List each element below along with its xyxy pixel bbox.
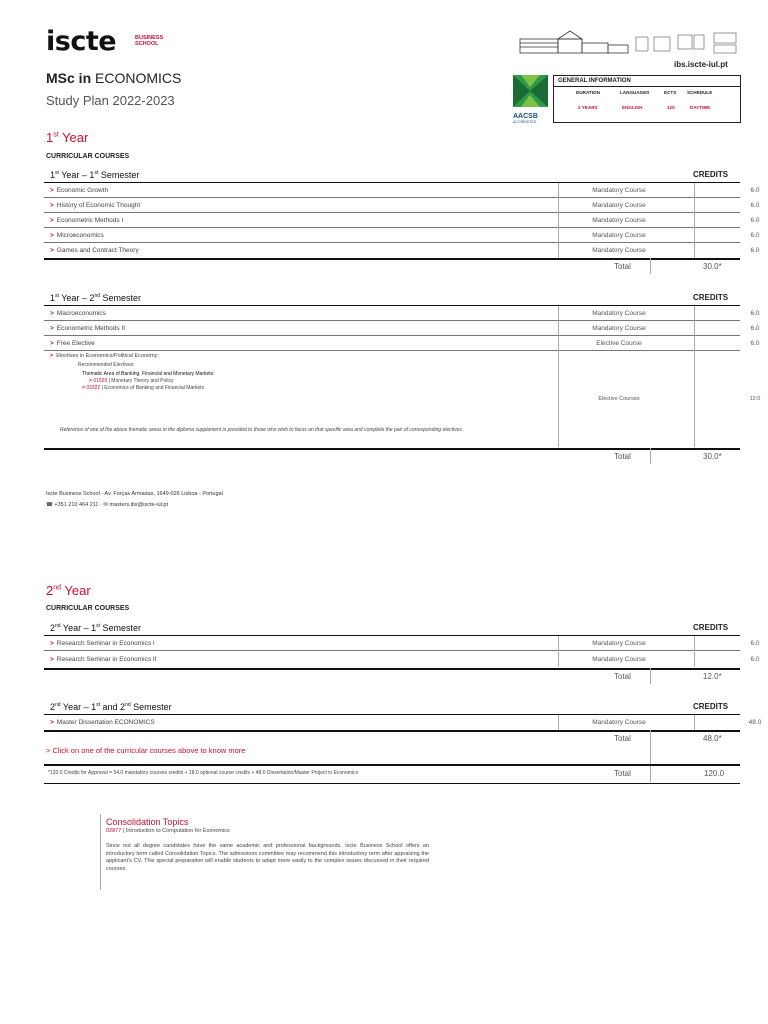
logo-sub-line1: BUSINESS bbox=[135, 35, 164, 41]
y2s2-sup-a: nd bbox=[55, 702, 61, 708]
y1s1-sup-a: st bbox=[55, 170, 59, 176]
y2s1-total-value: 12.0* bbox=[703, 672, 722, 681]
course-name bbox=[50, 325, 125, 332]
elective-block bbox=[44, 351, 761, 447]
course-name bbox=[50, 247, 139, 254]
course-credits: 6.0 bbox=[750, 217, 760, 224]
course-type: Mandatory Course bbox=[592, 232, 646, 239]
aacsb-logo bbox=[513, 75, 548, 124]
course-label: Econometric Methods II bbox=[56, 325, 126, 332]
course-code: 01929 bbox=[93, 378, 108, 384]
gi-value-ects: 120 bbox=[667, 105, 675, 110]
chevron-right-icon: > bbox=[50, 232, 54, 239]
iscte-logo: iscte bbox=[46, 26, 117, 57]
elective-title[interactable] bbox=[50, 353, 159, 359]
col-divider bbox=[650, 448, 651, 464]
course-type: Mandatory Course bbox=[592, 187, 646, 194]
y2s2-sup-b: st bbox=[96, 702, 101, 708]
course-row[interactable] bbox=[44, 243, 760, 258]
year1-label: Year bbox=[62, 130, 89, 145]
y2s1-bottom-rule bbox=[44, 668, 740, 670]
col-divider bbox=[650, 730, 651, 764]
col-divider bbox=[650, 668, 651, 684]
y1s1-credits-header: CREDITS bbox=[693, 170, 729, 179]
consolidation-title: Consolidation Topics bbox=[106, 817, 189, 827]
gi-header-schedule: SCHEDULE bbox=[687, 90, 713, 95]
y1s1-title bbox=[50, 170, 139, 180]
col-divider bbox=[650, 258, 651, 274]
website-link[interactable]: ibs.iscte-iul.pt bbox=[674, 60, 728, 69]
elective-course-name: Monetary Theory and Policy bbox=[111, 378, 174, 384]
chevron-right-icon: > bbox=[50, 187, 54, 194]
elective-course[interactable]: > 03322 | Economics of Banking and Financial Markets bbox=[82, 385, 205, 391]
col-divider bbox=[558, 306, 559, 321]
col-divider bbox=[694, 351, 695, 447]
col-divider bbox=[558, 183, 559, 198]
chevron-right-icon: > bbox=[89, 378, 92, 384]
accreditation-logos bbox=[518, 29, 740, 57]
year2-title bbox=[46, 583, 91, 598]
y2s1-c: Semester bbox=[100, 623, 142, 633]
course-row[interactable] bbox=[44, 636, 760, 651]
program-name: ECONOMICS bbox=[95, 70, 182, 86]
col-divider bbox=[558, 213, 559, 228]
course-name bbox=[50, 310, 106, 317]
y1s2-total-label: Total bbox=[614, 452, 631, 461]
col-divider bbox=[694, 336, 695, 351]
course-credits: 6.0 bbox=[750, 340, 760, 347]
course-name bbox=[50, 656, 157, 663]
col-divider bbox=[558, 336, 559, 351]
y2s2-title bbox=[50, 702, 172, 712]
course-credits: 6.0 bbox=[750, 202, 760, 209]
chevron-right-icon: > bbox=[50, 656, 54, 663]
logo-subtitle bbox=[135, 35, 163, 47]
gi-header-duration: DURATION bbox=[576, 90, 600, 95]
y2s2-d: Semester bbox=[130, 702, 172, 712]
course-label: Master Dissertation ECONOMICS bbox=[56, 719, 155, 726]
aacsb-accredited: ACCREDITED bbox=[513, 120, 537, 124]
course-type: Mandatory Course bbox=[592, 310, 646, 317]
col-divider bbox=[694, 306, 695, 321]
grand-total-label: Total bbox=[614, 769, 631, 778]
footer-contact: ☎ +351 210 464 211 · ✉ masters.ibs@iscte-iul.pt bbox=[46, 502, 168, 508]
chevron-right-icon: > bbox=[50, 310, 54, 317]
click-hint-link[interactable]: > Click on one of the curricular courses above to know more bbox=[46, 746, 246, 755]
course-label: Microeconomics bbox=[56, 232, 104, 239]
course-type: Mandatory Course bbox=[592, 656, 646, 663]
gi-value-duration: 2 YEARS bbox=[578, 105, 598, 110]
elective-note: Reference of one of the above thematic areas in the diploma supplement is provided to those who wish to focus on that specific area and complete the pair of corresponding electives. bbox=[60, 427, 464, 433]
y1s1-total-label: Total bbox=[614, 262, 631, 271]
elective-credits: 12.0 bbox=[749, 396, 761, 402]
col-divider bbox=[694, 321, 695, 336]
y1s1-b: Year – 1 bbox=[58, 170, 95, 180]
chevron-right-icon: > bbox=[50, 640, 54, 647]
chevron-right-icon: > bbox=[50, 719, 54, 726]
col-divider bbox=[558, 243, 559, 258]
col-divider bbox=[694, 228, 695, 243]
email-icon: ✉ bbox=[103, 502, 108, 508]
y2s2-bottom-rule bbox=[44, 730, 740, 732]
course-type: Mandatory Course bbox=[592, 247, 646, 254]
consolidation-text: Since not all degree candidates have the same academic and professional backgrounds, Iscte Business School offers an introductory term called Consolidation Topics. The admissions committee may recommend this introductory term after appraising the applicant's CV. This special preparation will enable students to adapt more easily to the complex issues discussed in their required courses. bbox=[106, 843, 429, 872]
course-name bbox=[50, 340, 95, 347]
elective-name: Electives in Economics/Political Economy: bbox=[56, 353, 159, 359]
elective-course[interactable]: > 01929 | Monetary Theory and Policy bbox=[89, 378, 174, 384]
course-name bbox=[50, 217, 123, 224]
study-plan-title: Study Plan 2022-2023 bbox=[46, 93, 175, 108]
course-code: 03322 bbox=[86, 385, 101, 391]
course-row[interactable] bbox=[44, 183, 760, 198]
col-divider bbox=[694, 636, 695, 651]
y2s2-total-label: Total bbox=[614, 734, 631, 743]
col-divider bbox=[558, 652, 559, 667]
y1s1-sup-b: st bbox=[94, 170, 99, 176]
course-credits: 6.0 bbox=[750, 247, 760, 254]
course-label: Economic Growth bbox=[56, 187, 109, 194]
course-row[interactable] bbox=[44, 213, 760, 228]
course-credits: 6.0 bbox=[750, 310, 760, 317]
chevron-right-icon: > bbox=[50, 340, 54, 347]
y1s2-bottom-rule bbox=[44, 448, 740, 450]
course-type: Mandatory Course bbox=[592, 217, 646, 224]
footer-phone[interactable]: +351 210 464 211 bbox=[54, 502, 99, 508]
y2s2-a: 2 bbox=[50, 702, 56, 712]
col-divider bbox=[650, 766, 651, 782]
course-row[interactable] bbox=[44, 198, 760, 213]
course-label: History of Economic Thought bbox=[56, 202, 141, 209]
col-divider bbox=[558, 198, 559, 213]
course-type: Mandatory Course bbox=[592, 719, 646, 726]
aacsb-text: AACSB bbox=[513, 113, 538, 120]
ranking-badges-icon bbox=[636, 33, 736, 53]
col-divider bbox=[558, 715, 559, 730]
course-type: Elective Course bbox=[596, 340, 642, 347]
col-divider bbox=[694, 198, 695, 213]
general-info-divider bbox=[554, 86, 740, 87]
course-row[interactable] bbox=[44, 321, 760, 336]
course-name bbox=[50, 232, 104, 239]
y2s1-b: Year – 1 bbox=[60, 623, 97, 633]
y1s2-title bbox=[50, 293, 141, 303]
y2s2-credits-header: CREDITS bbox=[693, 702, 729, 711]
thematic-area: Thematic Area of Banking, Financial and Monetary Markets: bbox=[82, 371, 215, 377]
year1-sup: st bbox=[53, 131, 59, 139]
course-label: Research Seminar in Economics II bbox=[56, 656, 157, 663]
chevron-right-icon: > bbox=[50, 353, 54, 359]
row-divider bbox=[44, 650, 740, 651]
program-title bbox=[46, 70, 181, 86]
y2s2-sup-c: nd bbox=[125, 702, 131, 708]
year1-curricular-heading: CURRICULAR COURSES bbox=[46, 153, 130, 160]
course-name bbox=[50, 719, 155, 726]
col-divider bbox=[558, 351, 559, 447]
course-name bbox=[50, 187, 108, 194]
elective-course-name: Economics of Banking and Financial Markets bbox=[104, 385, 205, 391]
y2s1-sup-a: nd bbox=[55, 623, 61, 629]
col-divider bbox=[694, 183, 695, 198]
year2-num: 2 bbox=[46, 583, 54, 598]
course-label: Free Elective bbox=[56, 340, 95, 347]
y2s1-title bbox=[50, 623, 141, 633]
recommended-electives: Recommended Electives: bbox=[78, 362, 135, 368]
y2s1-total-label: Total bbox=[614, 672, 631, 681]
course-credits: 6.0 bbox=[750, 656, 760, 663]
course-type: Mandatory Course bbox=[592, 640, 646, 647]
program-bold: MSc in bbox=[46, 70, 92, 86]
aacsb-emblem-icon bbox=[513, 75, 548, 107]
course-label: Econometric Methods I bbox=[56, 217, 124, 224]
y1s2-sup-b: nd bbox=[94, 293, 101, 299]
course-credits: 6.0 bbox=[750, 325, 760, 332]
gi-value-schedule: DAYTIME bbox=[690, 105, 711, 110]
course-row[interactable] bbox=[44, 652, 760, 667]
elective-type: Elective Courses bbox=[598, 396, 640, 402]
course-label: Research Seminar in Economics I bbox=[56, 640, 155, 647]
col-divider bbox=[558, 321, 559, 336]
y2s2-c: and 2 bbox=[100, 702, 126, 712]
year2-sup: nd bbox=[53, 584, 62, 592]
consolidation-code: 02877 bbox=[106, 828, 122, 834]
y2s2-b: Year – 1 bbox=[60, 702, 97, 712]
y1s2-a: 1 bbox=[50, 293, 56, 303]
y2s2-total-value: 48.0* bbox=[703, 734, 722, 743]
y1s2-sup-a: st bbox=[55, 293, 59, 299]
y2s1-a: 2 bbox=[50, 623, 56, 633]
grand-total-top-rule bbox=[44, 764, 740, 766]
year1-num: 1 bbox=[46, 130, 54, 145]
course-row[interactable] bbox=[44, 306, 760, 321]
y1s1-a: 1 bbox=[50, 170, 56, 180]
general-info-title: GENERAL INFORMATION bbox=[558, 78, 631, 84]
grand-total-note: *120.0 Credits for Approval = 54.0 mandatory courses credits + 18.0 optional course credits + 48.0 Dissertation/Master Project in Economics bbox=[48, 770, 359, 776]
y1s2-credits-header: CREDITS bbox=[693, 293, 729, 302]
chevron-right-icon: > bbox=[50, 202, 54, 209]
course-row[interactable] bbox=[44, 715, 762, 730]
gi-header-languages: LANGUAGES bbox=[620, 90, 650, 95]
col-divider bbox=[694, 715, 695, 730]
course-label: Macroeconomics bbox=[56, 310, 106, 317]
phone-icon: ☎ bbox=[46, 502, 53, 508]
year2-curricular-heading: CURRICULAR COURSES bbox=[46, 605, 130, 612]
course-credits: 6.0 bbox=[750, 187, 760, 194]
course-type: Mandatory Course bbox=[592, 325, 646, 332]
chevron-right-icon: > bbox=[50, 247, 54, 254]
grand-total-bottom-rule bbox=[44, 783, 740, 784]
footer-address: Iscte Business School - Av. Forças Armadas, 1649-026 Lisboa - Portugal bbox=[46, 491, 223, 497]
course-credits: 6.0 bbox=[750, 640, 760, 647]
course-credits: 48.0 bbox=[748, 719, 762, 726]
course-name bbox=[50, 640, 155, 647]
general-information-box bbox=[553, 75, 741, 123]
consolidation-divider bbox=[100, 814, 101, 890]
col-divider bbox=[694, 213, 695, 228]
chevron-right-icon: > bbox=[50, 217, 54, 224]
col-divider bbox=[694, 243, 695, 258]
chevron-right-icon: > bbox=[50, 325, 54, 332]
y1s1-total-value: 30.0* bbox=[703, 262, 722, 271]
course-row[interactable] bbox=[44, 228, 760, 243]
course-label: Games and Contract Theory bbox=[56, 247, 139, 254]
gi-value-languages: ENGLISH bbox=[622, 105, 643, 110]
col-divider bbox=[558, 228, 559, 243]
course-type: Mandatory Course bbox=[592, 202, 646, 209]
y1s1-bottom-rule bbox=[44, 258, 740, 260]
y1s1-c: Semester bbox=[98, 170, 140, 180]
y2s1-sup-b: st bbox=[96, 623, 101, 629]
consolidation-course-name: Introduction to Computation for Economics bbox=[125, 828, 230, 834]
col-divider bbox=[558, 636, 559, 651]
y1s2-b: Year – 2 bbox=[58, 293, 95, 303]
course-name bbox=[50, 202, 140, 209]
logo-sub-line2: SCHOOL bbox=[135, 41, 159, 47]
y2s1-credits-header: CREDITS bbox=[693, 623, 729, 632]
gi-header-ects: ECTS bbox=[664, 90, 677, 95]
building-icon bbox=[520, 31, 628, 53]
y1s2-c: Semester bbox=[100, 293, 142, 303]
course-row[interactable] bbox=[44, 336, 760, 351]
consolidation-course[interactable]: 02877 | Introduction to Computation for Economics bbox=[106, 828, 230, 834]
year2-label: Year bbox=[64, 583, 91, 598]
col-divider bbox=[694, 652, 695, 667]
grand-total-value: 120.0 bbox=[704, 769, 725, 778]
chevron-right-icon: > bbox=[82, 385, 85, 391]
year1-title bbox=[46, 130, 88, 145]
footer-email[interactable]: masters.ibs@iscte-iul.pt bbox=[109, 502, 168, 508]
course-credits: 6.0 bbox=[750, 232, 760, 239]
y1s2-total-value: 30.0* bbox=[703, 452, 722, 461]
